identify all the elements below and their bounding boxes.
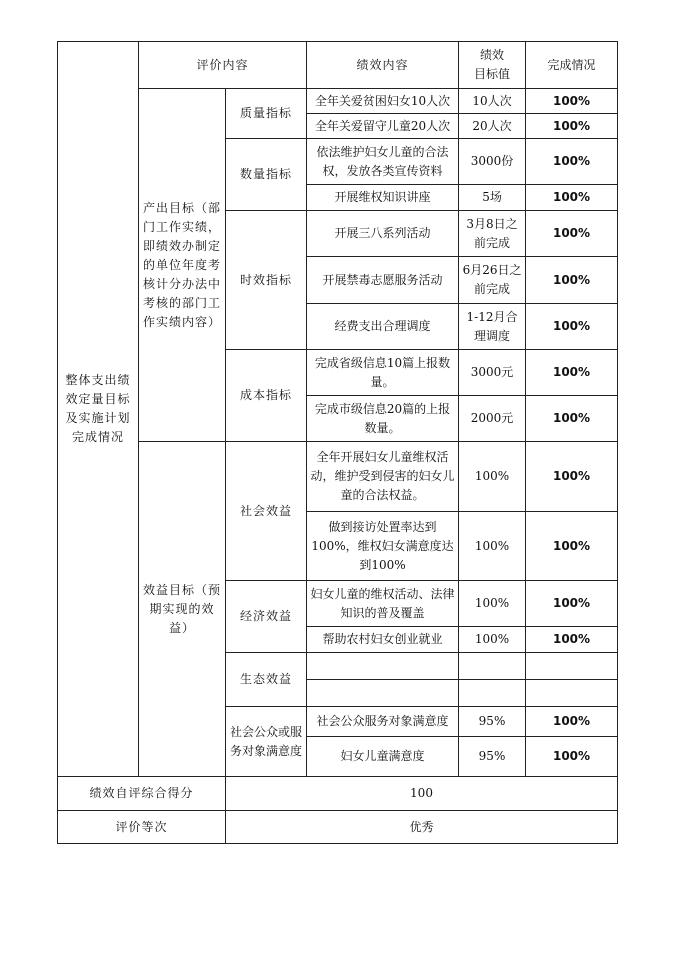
indicator-social: 社会效益: [226, 442, 307, 581]
result-cell: 100%: [526, 211, 618, 257]
grade-label: 评价等次: [58, 811, 226, 844]
target-cell: 6月26日之前完成: [459, 257, 526, 304]
category-cell: 整体支出绩效定量目标及实施计划完成情况: [58, 42, 139, 777]
result-cell: 100%: [526, 185, 618, 211]
perf-content-cell: 做到接访处置率达到100%，维权妇女满意度达到100%: [307, 512, 459, 581]
score-value: 100: [226, 777, 618, 811]
perf-content-cell: 妇女儿童满意度: [307, 737, 459, 777]
result-cell: 100%: [526, 257, 618, 304]
perf-content-cell: 开展禁毒志愿服务活动: [307, 257, 459, 304]
perf-content-cell: 开展维权知识讲座: [307, 185, 459, 211]
header-completion: 完成情况: [526, 42, 618, 89]
indicator-economic: 经济效益: [226, 581, 307, 653]
header-row: [58, 42, 618, 89]
target-cell: 95%: [459, 707, 526, 737]
perf-content-cell: 全年关爱留守儿童20人次: [307, 114, 459, 139]
result-cell: 100%: [526, 512, 618, 581]
target-cell: 3000份: [459, 139, 526, 185]
indicator-cost: 成本指标: [226, 350, 307, 442]
target-cell: 10人次: [459, 89, 526, 114]
result-cell: [526, 680, 618, 707]
result-cell: 100%: [526, 139, 618, 185]
target-cell: 5场: [459, 185, 526, 211]
perf-content-cell: 依法维护妇女儿童的合法权，发放各类宣传资料: [307, 139, 459, 185]
result-cell: [526, 653, 618, 680]
benefit-goal-cell: 效益目标（预期实现的效益）: [139, 442, 226, 777]
target-cell: [459, 680, 526, 707]
score-label: 绩效自评综合得分: [58, 777, 226, 811]
target-cell: 2000元: [459, 396, 526, 442]
perf-content-cell: [307, 680, 459, 707]
perf-content-cell: [307, 653, 459, 680]
header-perf-content: 绩效内容: [307, 42, 459, 89]
indicator-quality: 质量指标: [226, 89, 307, 139]
perf-content-cell: 社会公众服务对象满意度: [307, 707, 459, 737]
result-cell: 100%: [526, 707, 618, 737]
table-row: [58, 89, 618, 114]
target-cell: 95%: [459, 737, 526, 777]
header-target-line1: 绩效: [480, 48, 505, 62]
header-target-line2: 目标值: [474, 67, 511, 81]
score-row: [58, 777, 618, 811]
target-cell: 3000元: [459, 350, 526, 396]
grade-row: [58, 811, 618, 844]
perf-content-cell: 全年关爱贫困妇女10人次: [307, 89, 459, 114]
indicator-satisfaction: 社会公众或服务对象满意度: [226, 707, 307, 777]
perf-content-cell: 完成省级信息10篇上报数量。: [307, 350, 459, 396]
target-cell: 3月8日之前完成: [459, 211, 526, 257]
target-cell: 20人次: [459, 114, 526, 139]
table-row: [58, 442, 618, 512]
result-cell: 100%: [526, 304, 618, 350]
header-target: [459, 42, 526, 89]
performance-table: [57, 41, 618, 844]
result-cell: 100%: [526, 396, 618, 442]
indicator-ecological: 生态效益: [226, 653, 307, 707]
result-cell: 100%: [526, 442, 618, 512]
indicator-timeliness: 时效指标: [226, 211, 307, 350]
target-cell: 100%: [459, 581, 526, 627]
target-cell: 100%: [459, 442, 526, 512]
perf-content-cell: 妇女儿童的维权活动、法律知识的普及覆盖: [307, 581, 459, 627]
result-cell: 100%: [526, 737, 618, 777]
output-goal-cell: 产出目标（部门工作实绩，即绩效办制定的单位年度考核计分办法中考核的部门工作实绩内容）: [139, 89, 226, 442]
target-cell: 100%: [459, 512, 526, 581]
perf-content-cell: 开展三八系列活动: [307, 211, 459, 257]
result-cell: 100%: [526, 114, 618, 139]
perf-content-cell: 全年开展妇女儿童维权活动，维护受到侵害的妇女儿童的合法权益。: [307, 442, 459, 512]
target-cell: [459, 653, 526, 680]
result-cell: 100%: [526, 350, 618, 396]
target-cell: 1-12月合理调度: [459, 304, 526, 350]
indicator-quantity: 数量指标: [226, 139, 307, 211]
result-cell: 100%: [526, 89, 618, 114]
perf-content-cell: 完成市级信息20篇的上报数量。: [307, 396, 459, 442]
perf-content-cell: 帮助农村妇女创业就业: [307, 627, 459, 653]
target-cell: 100%: [459, 627, 526, 653]
result-cell: 100%: [526, 627, 618, 653]
result-cell: 100%: [526, 581, 618, 627]
grade-value: 优秀: [226, 811, 618, 844]
perf-content-cell: 经费支出合理调度: [307, 304, 459, 350]
header-eval-content: 评价内容: [139, 42, 307, 89]
